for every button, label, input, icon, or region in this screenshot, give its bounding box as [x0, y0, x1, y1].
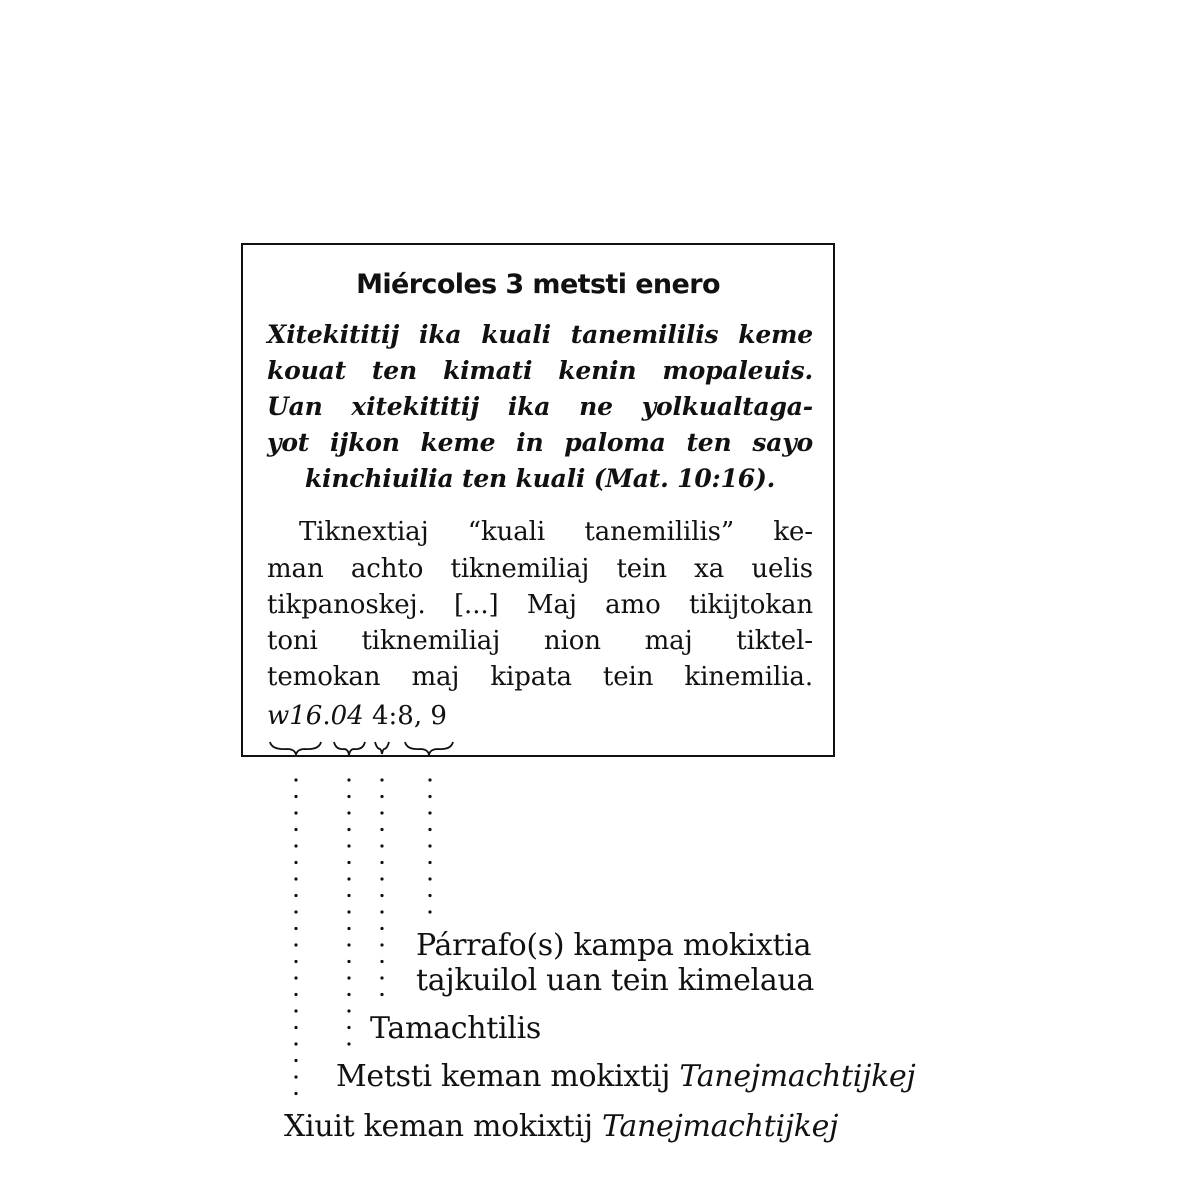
comment-line: man achto tiknemiliaj tein xa uelis — [267, 554, 813, 584]
brace-issue — [334, 742, 365, 755]
verse-line: yot ijkon keme in paloma ten sayo — [267, 428, 813, 457]
legend-year — [284, 1109, 838, 1144]
comment-line: temokan maj kipata tein kinemilia. — [267, 662, 813, 692]
legend-month-text: Metsti keman mokixtij — [336, 1059, 671, 1094]
legend-year-text: Xiuit keman mokixtij — [284, 1109, 593, 1144]
reference-page: 4 — [371, 701, 389, 731]
reference-paragraphs: 8, 9 — [397, 701, 447, 731]
comment-line: Tiknextiaj “kuali tanemililis” ke- — [299, 517, 813, 547]
reference-separator: . — [322, 701, 331, 731]
verse-line: Xitekititij ika kuali tanemililis keme — [267, 320, 813, 349]
legend-paragraphs-line1: Párrafo(s) kampa mokixtia — [416, 928, 812, 963]
brace-paragraphs — [405, 742, 453, 755]
reference-colon: : — [388, 701, 398, 731]
brace-page — [375, 742, 389, 754]
date-heading: Miércoles 3 metsti enero — [356, 269, 720, 300]
verse-line: kinchiuilia ten kuali (Mat. 10:16). — [304, 464, 776, 493]
comment-line: toni tiknemiliaj nion maj tiktel- — [267, 626, 813, 656]
verse-line: Uan xitekititij ika ne yolkualtaga- — [267, 392, 813, 421]
legend-paragraphs-line2: tajkuilol uan tein kimelaua — [416, 963, 815, 998]
legend-year-publication: Tanejmachtijkej — [602, 1109, 839, 1144]
brace-publication — [270, 742, 321, 755]
legend-page: Tamachtilis — [370, 1011, 541, 1046]
comment-line: tikpanoskej. [...] Maj amo tikijtokan — [267, 590, 813, 620]
reference-publication: w16 — [267, 701, 323, 731]
legend-month-publication: Tanejmachtijkej — [679, 1059, 916, 1094]
reference-issue: 04 — [330, 701, 364, 731]
legend-month — [336, 1059, 915, 1094]
verse-line: kouat ten kimati kenin mopaleuis. — [267, 356, 813, 385]
